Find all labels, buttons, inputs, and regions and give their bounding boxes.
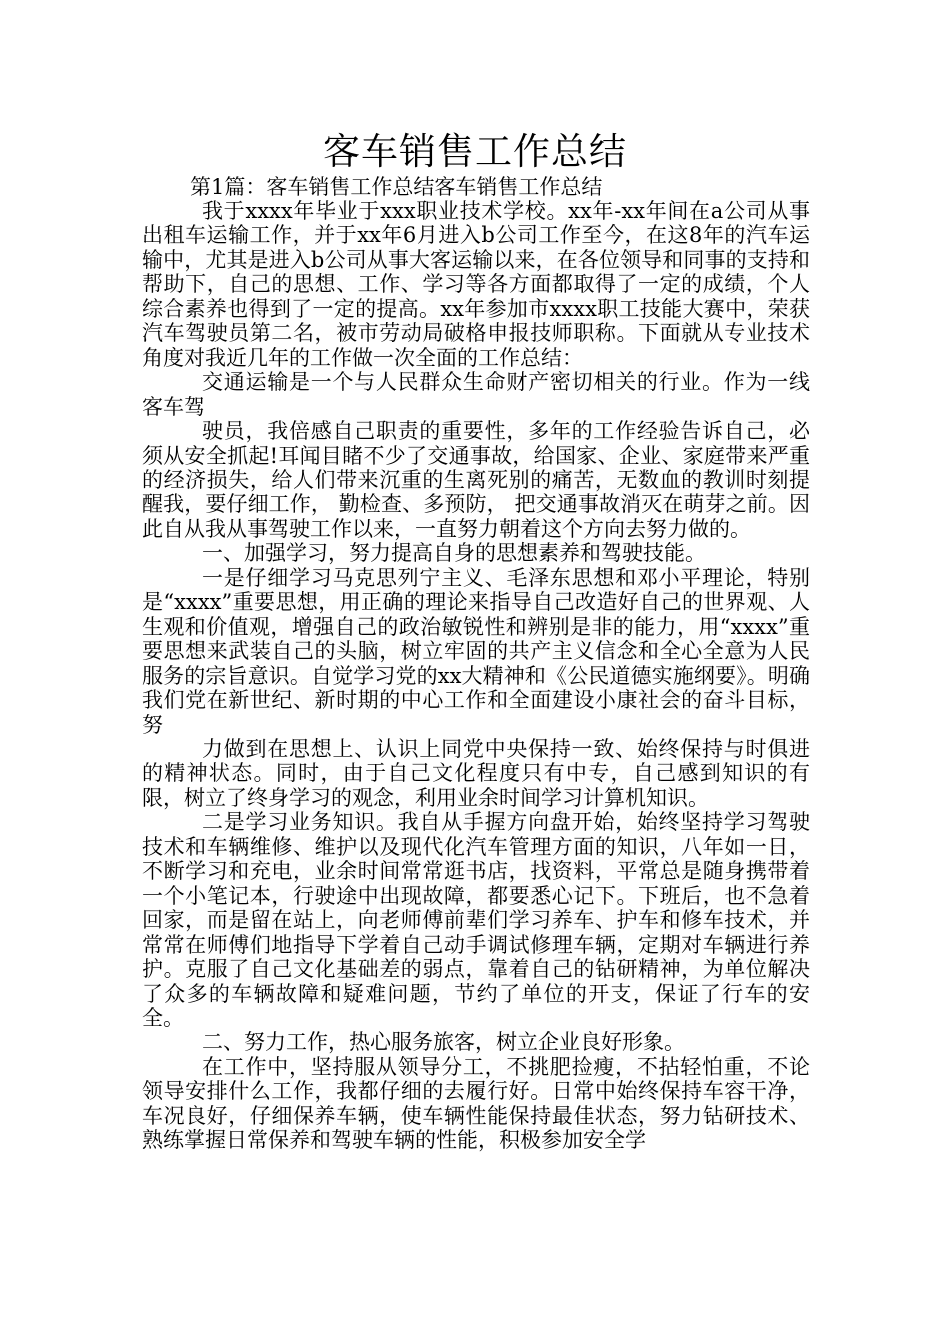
- paragraph-lifelong-learning: 力做到在思想上、认识上同党中央保持一致、始终保持与时俱进的精神状态。同时，由于自己文化程度只有中专，自己感到知识的有限，树立了终身学习的观念，利用业余时间学习计算机知识。: [142, 736, 810, 810]
- document-subtitle: 第1篇：客车销售工作总结客车销售工作总结: [190, 175, 603, 199]
- paragraph-theory-study: 一是仔细学习马克思列宁主义、毛泽东思想和邓小平理论，特别是“xxxx”重要思想，用正确的理论来指导自己改造好自己的世界观、人生观和价值观，增强自己的政治敏锐性和辨别是非的能力，用“xxxx”重要思想来武装自己的头脑，树立牢固的共产主义信念和全心全意为人民服务的宗旨意识。自觉学习党的xx大精神和《公民道德实施纲要》。明确我们党在新世纪、新时期的中心工作和全面建设小康社会的奋斗目标，努: [142, 565, 810, 737]
- paragraph-transport: 交通运输是一个与人民群众生命财产密切相关的行业。作为一线客车驾: [142, 370, 810, 419]
- paragraph-intro: 我于xxxx年毕业于xxx职业技术学校。xx年-xx年间在a公司从事出租车运输工作，并于xx年6月进入b公司工作至今，在这8年的汽车运输中，尤其是进入b公司从事大客运输以来，在各位领导和同事的支持和帮助下，自己的思想、工作、学习等各方面都取得了一定的成绩，个人综合素养也得到了一定的提高。xx年参加市xxxx职工技能大赛中，荣获汽车驾驶员第二名，被市劳动局破格申报技师职称。下面就从专业技术角度对我近几年的工作做一次全面的工作总结：: [142, 199, 810, 370]
- paragraph-work-attitude: 在工作中，坚持服从领导分工，不挑肥捡瘦，不拈轻怕重，不论领导安排什么工作，我都仔细的去履行好。日常中始终保持车容干净，车况良好，仔细保养车辆，使车辆性能保持最佳状态，努力钻研技术、熟练掌握日常保养和驾驶车辆的性能，积极参加安全学: [142, 1054, 810, 1153]
- section-heading-study: 一、加强学习，努力提高自身的思想素养和驾驶技能。: [202, 541, 706, 566]
- document-body: [142, 199, 810, 1153]
- section-heading-service: 二、努力工作，热心服务旅客，树立企业良好形象。: [202, 1030, 685, 1055]
- paragraph-business-knowledge: 二是学习业务知识。我自从手握方向盘开始，始终坚持学习驾驶技术和车辆维修、维护以及现代化汽车管理方面的知识，八年如一日，不断学习和充电，业余时间常常逛书店，找资料，平常总是随身携带着一个小笔记本，行驶途中出现故障，都要悉心记下。下班后，也不急着回家，而是留在站上，向老师傅前辈们学习养车、护车和修车技术，并常常在师傅们地指导下学着自己动手调试修理车辆，定期对车辆进行养护。克服了自己文化基础差的弱点，靠着自己的钻研精神，为单位解决了众多的车辆故障和疑难问题，节约了单位的开支，保证了行车的安全。: [142, 810, 810, 1030]
- paragraph-driver-safety: 驶员，我倍感自己职责的重要性，多年的工作经验告诉自己，必须从安全抓起!耳闻目睹不少了交通事故，给国家、企业、家庭带来严重的经济损失，给人们带来沉重的生离死别的痛苦，无数血的教训时刻提醒我，要仔细工作， 勤检查、多预防， 把交通事故消灭在萌芽之前。因此自从我从事驾驶工作以来，一直努力朝着这个方向去努力做的。: [142, 419, 810, 541]
- document-title: 客车销售工作总结: [323, 130, 627, 173]
